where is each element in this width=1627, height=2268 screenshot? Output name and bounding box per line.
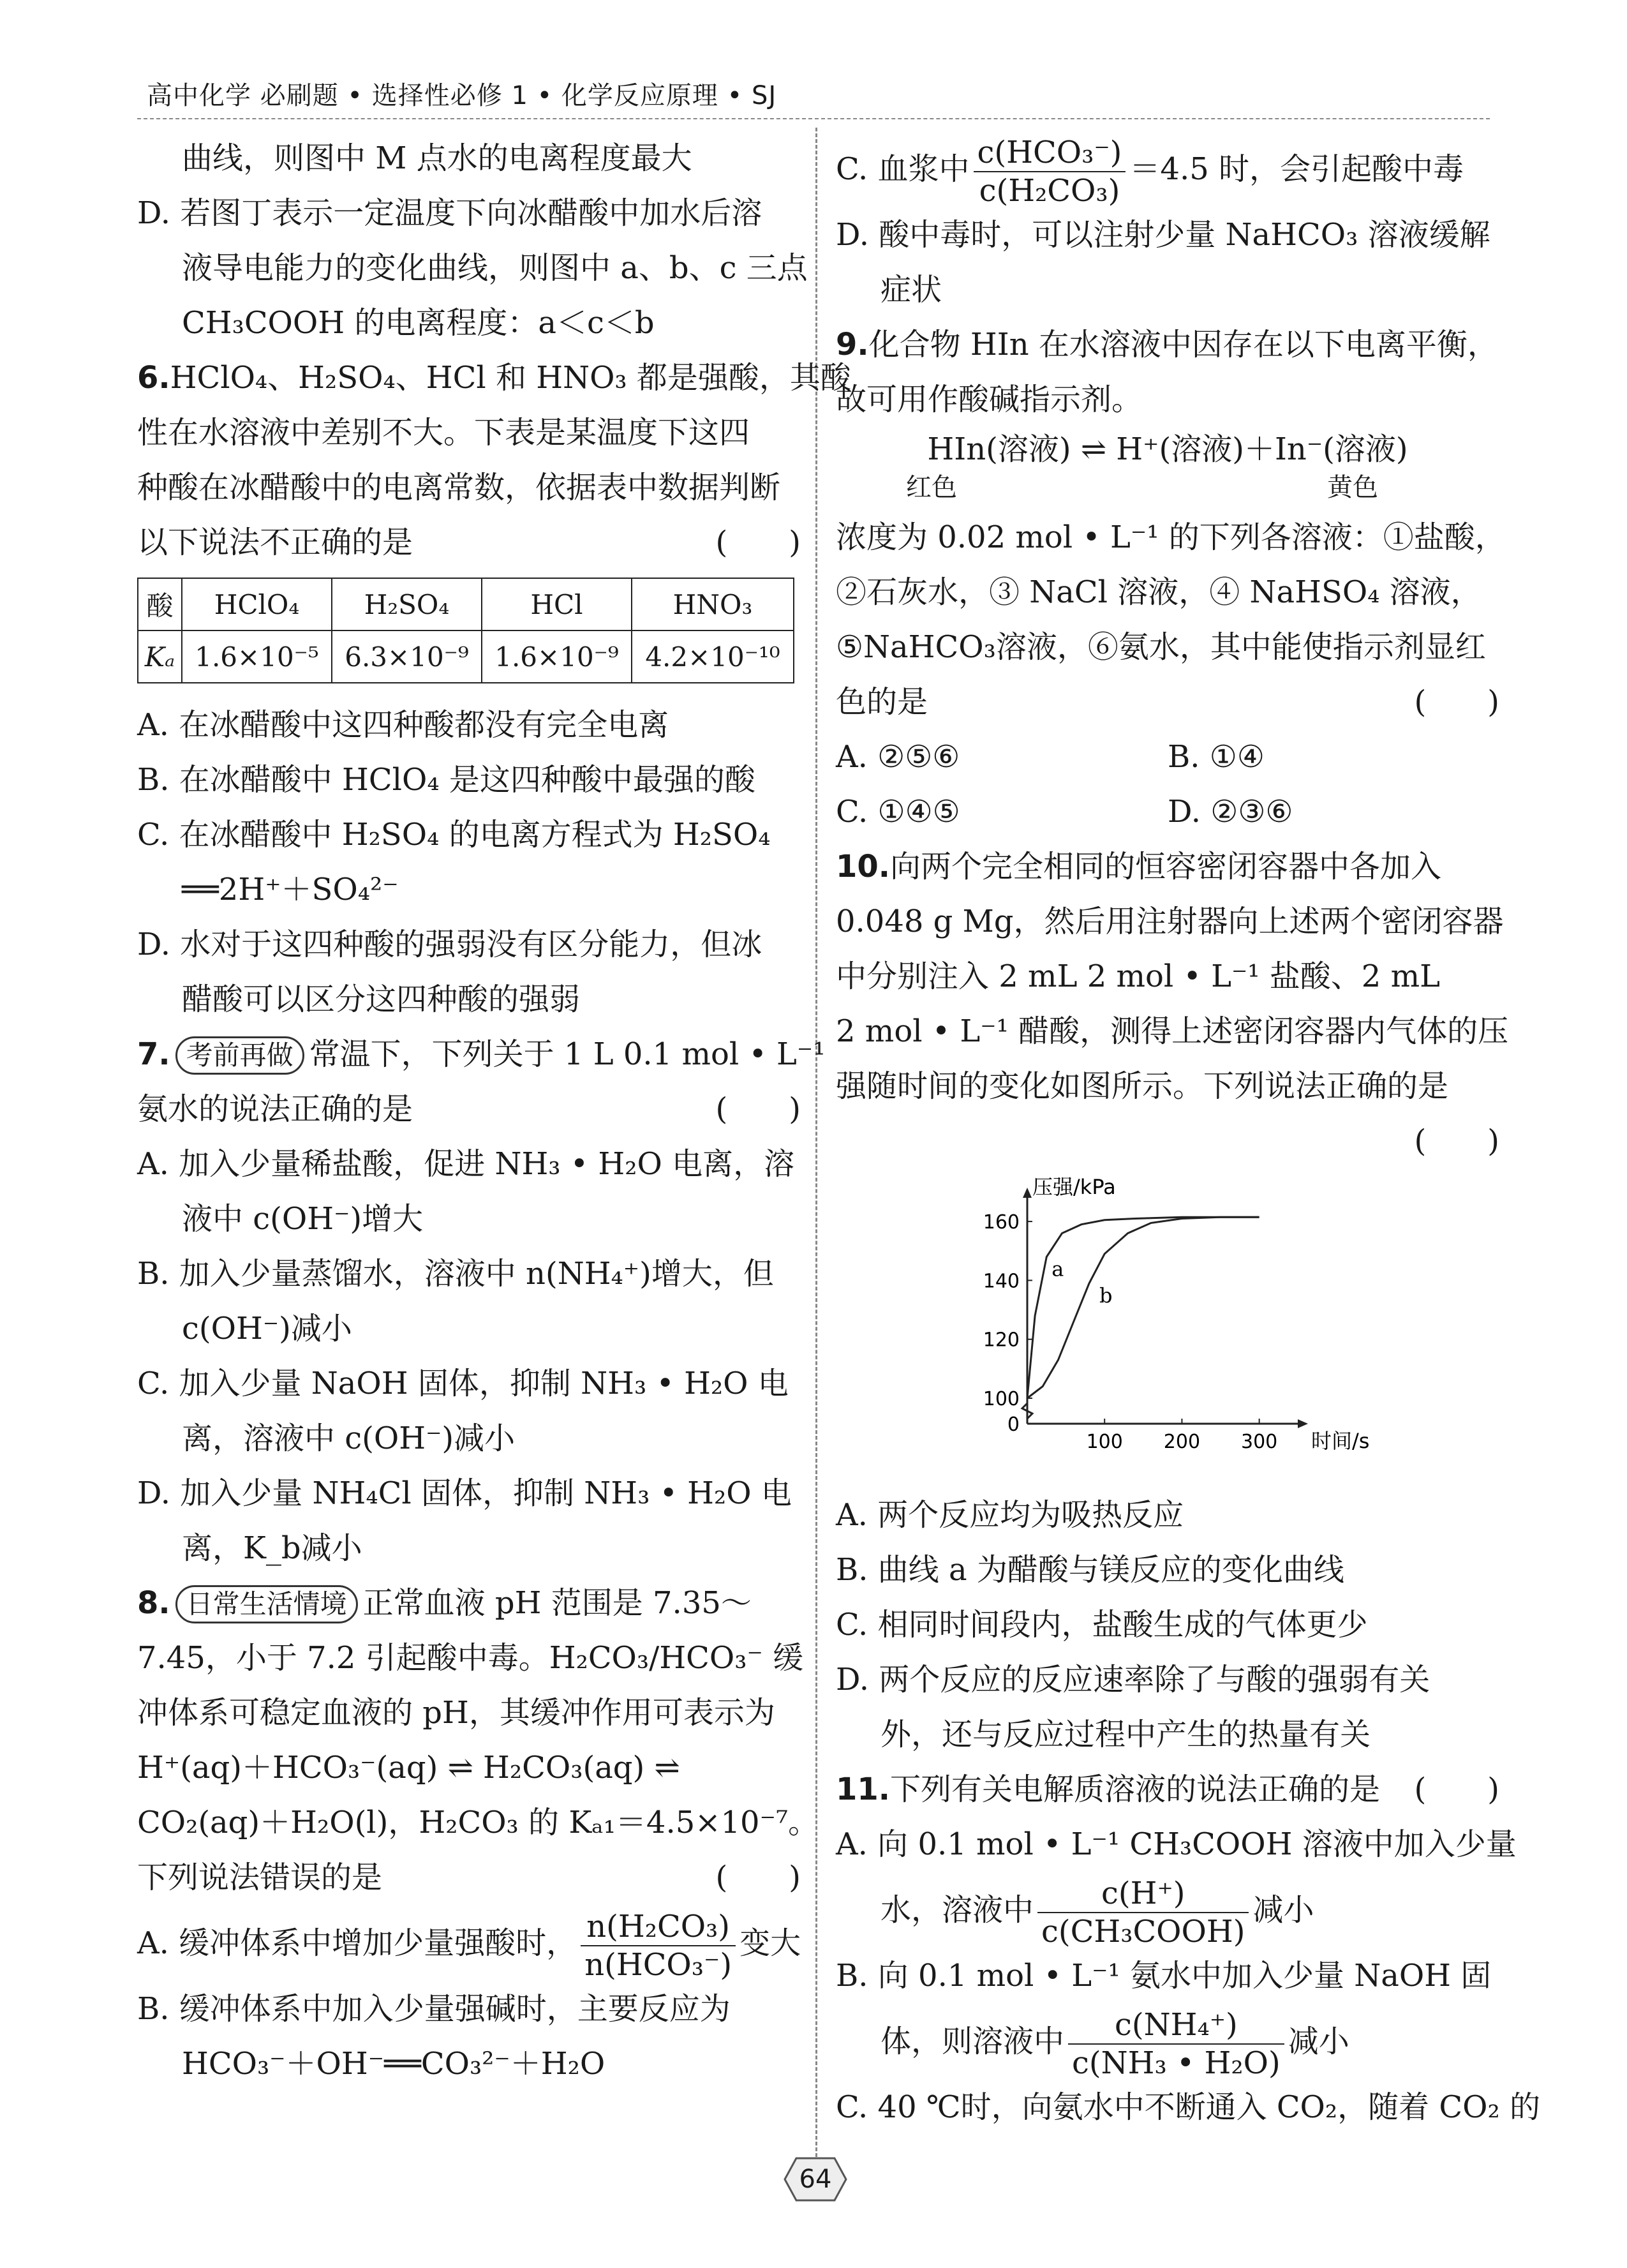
table-cell: 酸 [138,578,182,630]
q7-option-c[interactable]: C. 加入少量 NaOH 固体，抑制 NH₃ • H₂O 电 [137,1366,789,1401]
q9-stem-4: ②石灰水，③ NaCl 溶液，④ NaHSO₄ 溶液， [836,574,1482,610]
table-cell: 6.3×10⁻⁹ [332,630,482,683]
table-cell: H₂SO₄ [332,578,482,630]
q8-a-post: 变大 [739,1925,801,1961]
q11-option-a-cont [836,1872,1499,1948]
q10-stem-3: 中分别注入 2 mL 2 mol • L⁻¹ 盐酸、2 mL [836,959,1440,994]
q8-option-b-eq: HCO₃⁻＋OH⁻══CO₃²⁻＋H₂O [182,2046,605,2082]
q10-number: 10. [836,849,891,884]
q9-options-row2 [836,784,1499,839]
table-cell: HCl [482,578,632,630]
page-number: 64 [799,2165,832,2194]
q6-stem-4 [137,515,801,570]
q6-option-c[interactable]: C. 在冰醋酸中 H₂SO₄ 的电离方程式为 H₂SO₄ [137,817,771,853]
q10-option-c[interactable]: C. 相同时间段内，盐酸生成的气体更少 [836,1607,1368,1643]
q6-stem-2: 性在水溶液中差别不大。下表是某温度下这四 [137,415,750,451]
q11-option-a[interactable]: A. 向 0.1 mol • L⁻¹ CH₃COOH 溶液中加入少量 [836,1826,1517,1862]
q8-number: 8. [137,1585,170,1621]
q8-stem-2: 7.45，小于 7.2 引起酸中毒。H₂CO₃/HCO₃⁻ 缓 [137,1640,804,1676]
q10-option-d-cont: 外，还与反应过程中产生的热量有关 [880,1717,1371,1752]
q9-answer-paren: ( ) [1414,684,1499,720]
q9-red-label: 红色 [906,473,957,502]
q9-stem-1: 化合物 HIn 在水溶液中因存在以下电离平衡， [868,327,1498,362]
fraction-numerator: c(HCO₃⁻) [974,134,1126,172]
q6-option-b[interactable]: B. 在冰醋酸中 HClO₄ 是这四种酸中最强的酸 [137,762,755,798]
q9-stem-5: ⑤NaHCO₃溶液，⑥氨水，其中能使指示剂显红 [836,629,1486,665]
fraction-denominator: n(HCO₃⁻) [584,1946,732,1983]
x-tick-label: 300 [1241,1431,1278,1453]
q8-option-b[interactable]: B. 缓冲体系中加入少量强碱时，主要反应为 [137,1991,731,2027]
q10-stem-1: 向两个完全相同的恒容密闭容器中各加入 [890,849,1442,884]
q8-option-d[interactable]: D. 酸中毒时，可以注射少量 NaHCO₃ 溶液缓解 [836,217,1490,253]
series-line-b [1027,1217,1259,1398]
q11-option-c[interactable]: C. 40 ℃时，向氨水中不断通入 CO₂，随着 CO₂ 的 [836,2089,1540,2125]
q9-stem-6 [836,675,1499,729]
q11-stem-1: 下列有关电解质溶液的说法正确的是 [890,1772,1381,1807]
q11-line1 [836,1762,1499,1817]
right-column [836,131,1540,2135]
q7-option-b[interactable]: B. 加入少量蒸馏水，溶液中 n(NH₄⁺)增大，但 [137,1256,774,1292]
y-tick-label: 0 [1007,1414,1020,1436]
q11-option-b-cont [836,2003,1499,2080]
x-tick-label: 100 [1086,1431,1123,1453]
q11-number: 11. [836,1772,891,1807]
q7-option-d-cont: 离，K_b减小 [182,1530,362,1566]
q8-a-fraction [581,1908,736,1983]
table-row [138,630,794,683]
q10-line1 [836,839,1499,894]
q6-ka-table [137,578,794,683]
q8-answer-paren: ( ) [715,1860,801,1895]
table-header-row [138,578,794,630]
q11-b-fraction [1068,2006,1284,2082]
q9-option-a[interactable]: A. ②⑤⑥ [836,739,960,775]
x-axis-label: 时间/s [1311,1429,1370,1453]
q5-option-d-line1: D. 若图丁表示一定温度下向冰醋酸中加水后溶 [137,195,762,231]
y-tick-label: 120 [983,1329,1020,1352]
q7-option-c-cont: 离，溶液中 c(OH⁻)减小 [182,1421,516,1456]
q9-yellow-label: 黄色 [1327,473,1378,502]
q11-a-post: 减小 [1252,1892,1314,1928]
q10-stem-2: 0.048 g Mg，然后用注射器向上述两个密闭容器 [836,904,1504,939]
q8-c-text: C. 血浆中 [836,151,970,187]
q6-stem-3: 种酸在冰醋酸中的电离常数，依据表中数据判断 [137,470,781,505]
q9-equilibrium-equation: HIn(溶液) ⇌ H⁺(溶液)＋In⁻(溶液) [927,431,1408,467]
q9-line1 [836,317,1499,372]
y-tick-label: 100 [983,1388,1020,1410]
q7-stem-2-text: 氨水的说法正确的是 [137,1091,413,1127]
q7-option-b-cont: c(OH⁻)减小 [182,1311,352,1347]
q10-paren-line [836,1114,1499,1168]
q10-answer-paren: ( ) [1414,1123,1499,1159]
q11-b-text: 体，则溶液中 [880,2024,1065,2059]
q8-stem-1: 正常血液 pH 范围是 7.35～ [362,1585,752,1621]
q11-answer-paren: ( ) [1414,1772,1499,1807]
q9-option-b[interactable]: B. ①④ [1168,739,1265,775]
y-tick-label: 140 [983,1270,1020,1293]
column-divider [815,128,817,2157]
q8-stem-5: CO₂(aq)＋H₂O(l)，H₂CO₃ 的 Kₐ₁＝4.5×10⁻⁷。 [137,1805,819,1840]
q9-options-row1 [836,729,1499,784]
series-line-a [1027,1217,1259,1398]
q6-stem-4-text: 以下说法不正确的是 [137,525,413,560]
q7-stem-2 [137,1082,801,1137]
q9-number: 9. [836,327,869,362]
q10-stem-5: 强随时间的变化如图所示。下列说法正确的是 [836,1068,1449,1104]
q8-c-post: ＝4.5 时，会引起酸中毒 [1129,151,1464,187]
q6-option-d-cont: 醋酸可以区分这四种酸的强弱 [182,981,581,1017]
q5-c-continuation: 曲线，则图中 M 点水的电离程度最大 [182,140,692,176]
fraction-numerator: c(H⁺) [1037,1875,1249,1913]
x-tick-label: 200 [1163,1431,1201,1453]
q9-stem-3: 浓度为 0.02 mol • L⁻¹ 的下列各溶液：①盐酸， [836,519,1506,555]
q10-option-b[interactable]: B. 曲线 a 为醋酸与镁反应的变化曲线 [836,1552,1344,1588]
x-axis-arrow [1298,1419,1308,1428]
fraction-denominator: c(CH₃COOH) [1041,1913,1245,1950]
fraction-denominator: c(H₂CO₃) [979,172,1120,209]
q7-number: 7. [137,1036,170,1072]
q11-a-text: 水，溶液中 [880,1892,1034,1928]
fraction-numerator: c(NH₄⁺) [1068,2006,1284,2045]
q6-line1 [137,350,851,405]
table-cell: HNO₃ [632,578,794,630]
q9-option-d[interactable]: D. ②③⑥ [1168,794,1293,830]
q5-option-d-line2: 液导电能力的变化曲线，则图中 a、b、c 三点 [182,250,808,286]
series-label-b: b [1099,1283,1113,1308]
q11-option-b[interactable]: B. 向 0.1 mol • L⁻¹ 氨水中加入少量 NaOH 固 [836,1958,1492,1994]
fraction-denominator: c(NH₃ • H₂O) [1072,2045,1281,2081]
q8-stem-4: H⁺(aq)＋HCO₃⁻(aq) ⇌ H₂CO₃(aq) ⇌ [137,1750,680,1786]
q10-pressure-chart-container [836,1168,1499,1488]
q6-option-a[interactable]: A. 在冰醋酸中这四种酸都没有完全电离 [137,707,669,743]
fraction-numerator: n(H₂CO₃) [581,1908,736,1946]
q10-stem-4: 2 mol • L⁻¹ 醋酸，测得上述密闭容器内气体的压 [836,1013,1509,1049]
q7-stem-1: 常温下，下列关于 1 L 0.1 mol • L⁻¹ [309,1036,826,1072]
q8-option-d-cont: 症状 [880,272,942,308]
q8-option-a[interactable] [137,1905,801,1981]
q7-option-d[interactable]: D. 加入少量 NH₄Cl 固体，抑制 NH₃ • H₂O 电 [137,1475,792,1511]
q8-stem-3: 冲体系可稳定血液的 pH，其缓冲作用可表示为 [137,1695,775,1731]
y-tick-label: 160 [983,1211,1020,1234]
q8-tag: 日常生活情境 [175,1585,358,1623]
y-axis-label: 压强/kPa [1032,1175,1116,1199]
left-column [137,131,851,2091]
q7-tag: 考前再做 [175,1036,304,1075]
q8-a-text: A. 缓冲体系中增加少量强酸时， [137,1925,577,1961]
q6-option-d[interactable]: D. 水对于这四种酸的强弱没有区分能力，但冰 [137,927,762,962]
header-rule [137,118,1490,119]
q6-answer-paren: ( ) [715,525,801,560]
page-number-badge [784,2157,847,2202]
q10-option-a[interactable]: A. 两个反应均为吸热反应 [836,1497,1184,1533]
series-label-a: a [1051,1257,1064,1281]
q6-stem-1: HClO₄、H₂SO₄、HCl 和 HNO₃ 都是强酸，其酸 [170,360,851,396]
q9-color-labels [836,472,1499,510]
q10-option-d[interactable]: D. 两个反应的反应速率除了与酸的强弱有关 [836,1662,1430,1697]
q6-option-c-equation: ══2H⁺＋SO₄²⁻ [182,872,399,907]
q8-c-fraction [974,134,1126,209]
q9-option-c[interactable]: C. ①④⑤ [836,794,960,830]
q8-stem-6 [137,1850,801,1905]
y-axis-arrow [1023,1188,1032,1198]
q9-stem-2: 故可用作酸碱指示剂。 [836,382,1143,417]
table-cell: Kₐ [138,630,182,683]
q11-b-post: 减小 [1288,2024,1349,2059]
q8-stem-6-text: 下列说法错误的是 [137,1860,383,1895]
q7-option-a-cont: 液中 c(OH⁻)增大 [182,1201,424,1237]
q11-a-fraction [1037,1875,1249,1950]
q7-line1 [137,1027,826,1082]
q7-option-a[interactable]: A. 加入少量稀盐酸，促进 NH₃ • H₂O 电离，溶 [137,1146,795,1182]
table-cell: 4.2×10⁻¹⁰ [632,630,794,683]
table-cell: 1.6×10⁻⁹ [482,630,632,683]
q6-number: 6. [137,360,170,396]
q8-option-c[interactable] [836,131,1499,207]
q9-stem-6-text: 色的是 [836,684,928,720]
q10-pressure-chart [836,1168,1499,1488]
q7-answer-paren: ( ) [715,1091,801,1127]
table-cell: 1.6×10⁻⁵ [182,630,332,683]
page-header: 高中化学 必刷题 • 选择性必修 1 • 化学反应原理 • SJ [147,81,777,110]
q5-option-d-line3: CH₃COOH 的电离程度：a＜c＜b [182,305,655,341]
q8-line1 [137,1576,801,1630]
table-cell: HClO₄ [182,578,332,630]
